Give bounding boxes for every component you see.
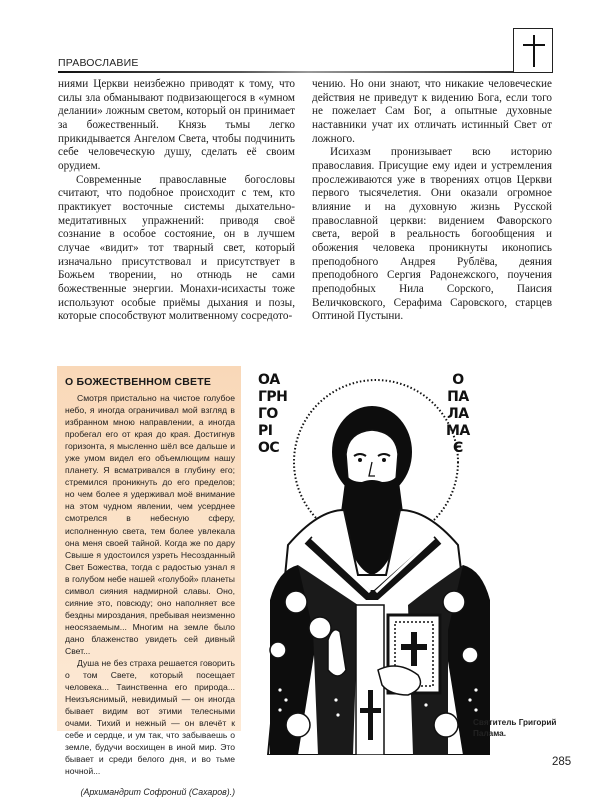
sidebar-quote-box [57,366,241,797]
icon-inscription-right: О ПА ЛА МА Є [446,372,470,456]
sidebar-body [65,392,235,778]
figure-caption: Святитель Григорий Палама. [473,718,557,738]
cross-vertical-bar [533,35,535,67]
sidebar-attribution: (Архимандрит Софроний (Сахаров).) [80,786,235,797]
paragraph: ниями Церкви неизбежно приводят к тому, что силы зла обманывают подвизающегося в «умном делании» ложным светом, который он принимает за божественный. Князь тьмы легко прикидывается Ангелом Света, чтобы подчинить себе человеческую душу, сделать её своим орудием. [58,78,295,172]
cross-horizontal-bar [523,44,545,46]
icon-inscription-left: ОА ГРН ГО РІ ОС [258,372,288,456]
sidebar-paragraph: Душа не без страха решается говорить о том Свете, который посещает человека... Таинственна его природа... Неизъяснимый, невидимый — он иногда бывает видим вот этими телесными очами. Тихий и нежный — он влечёт к себе и сердце, и ум так, что забываешь о земле, будучи восхищен в иной мир. Это бывает и среди белого дня, и во тьме ночной... [65,658,235,777]
sidebar-title: О БОЖЕСТВЕННОМ СВЕТЕ [65,376,212,388]
running-title: ПРАВОСЛАВИЕ [58,57,139,69]
header-rule [58,71,513,73]
paragraph: Современные православные богословы считают, что подобное происходит с тем, кто практикует восточные системы дыхательно-медитативных упражнений: приводя своё сознание в особое состояние, он в лучшем случае «видит» тот тварный свет, который изначально присутствовал и присутствует в Божьем творении, но отнюдь не сами божественные энергии. Монахи-исихасты тоже используют особые приёмы дыхания и позы, которые способствуют молитвенному сосредото- [58,173,295,323]
main-text-right-column [312,78,552,324]
sidebar-paragraph: Смотря пристально на чистое голубое небо, я иногда ограничивал мой взгляд в избранном мною направлении, а иногда пробегал его от края до края. Достигнув горизонта, я мысленно шёл все дальше и уже умом видел его объемлющим нашу планету. Я всматривался в глубину его; стремился проникнуть до его пределов; но чем более я удерживал моё внимание на этом чудном явлении, чем усерднее смотрелся в небесную сферу, исполненную света, тем более увлекала она меня своей тайной. Когда же по дару Свыше я удостоился узреть Несозданный Свет Божества, тогда с радостью узнал я в голубом небе нашей «голубой» планеты символ сияния надмирной славы. Оно, сияние это, повсюду; оно наполняет все бездны мироздания, пребывая неизменно неосязаемым... Многим на земле было дано блаженство увидеть сей дивный Свет... [65,393,235,656]
paragraph: чению. Но они знают, что никакие человеческие действия не приведут к видению Бога, если того не пожелает Сам Бог, а опытные духовные наставники учат их отличать истинный Свет от ложного. [312,78,552,145]
saint-icon-illustration [258,370,503,755]
paragraph: Исихазм пронизывает всю историю православия. Присущие ему идеи и устремления прослеживаются уже в творениях отцов Церкви первого тысячелетия. Они оказали огромное влияние и на духовную жизнь Русской православной церкви: видением Фаворского света, верой в реальность богообщения и обожения человека проникнуты иконопись преподобного Андрея Рублёва, деяния преподобного Сергия Радонежского, поучения преподобных Нила Сорского, Паисия Величковского, Серафима Саровского, старцев Оптиной Пустыни. [312,146,552,323]
main-text-left-column [58,78,295,324]
page-number: 285 [552,756,572,768]
orthodox-cross-icon [513,28,553,73]
